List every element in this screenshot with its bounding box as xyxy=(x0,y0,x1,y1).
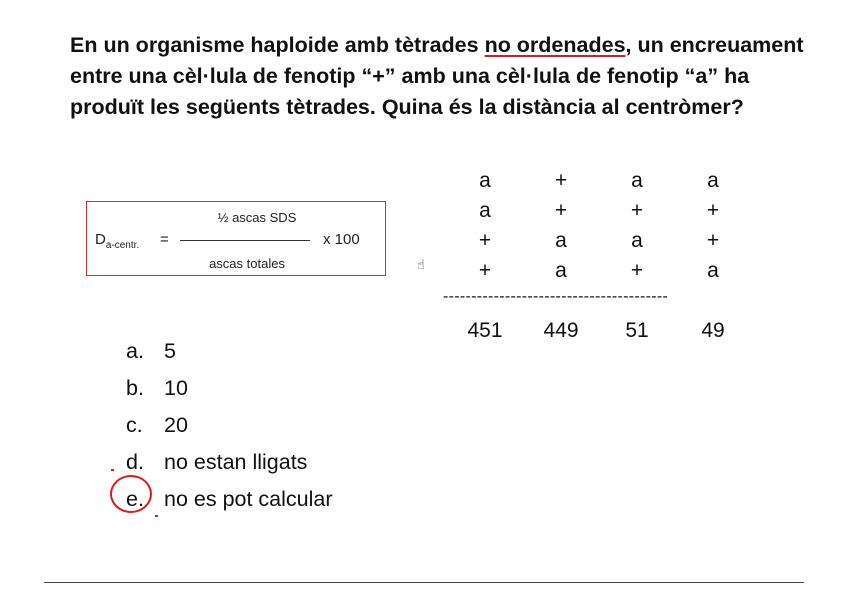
tetrad-cell: a xyxy=(707,259,719,282)
question-text xyxy=(70,30,810,123)
tetrad-cell: a xyxy=(631,229,643,252)
tetrad-cell: + xyxy=(706,229,720,252)
tetrad-separator: ---------------------------------------- xyxy=(443,288,669,305)
option-letter: e. xyxy=(126,487,144,511)
tetrad-count: 449 xyxy=(543,319,579,342)
option-letter: c. xyxy=(126,413,143,437)
tetrad-cell: + xyxy=(554,199,568,222)
formula-equals: = xyxy=(160,231,169,248)
formula-multiplier: x 100 xyxy=(323,231,360,248)
answer-circle-mark xyxy=(110,475,152,513)
tetrad-cell: a xyxy=(555,229,567,252)
question-part-1: En un organisme haploide amb tètrades xyxy=(70,33,485,57)
option-text: no estan lligats xyxy=(164,450,308,474)
tetrad-count: 451 xyxy=(467,319,503,342)
tetrad-cell: a xyxy=(707,169,719,192)
formula-numerator: ½ ascas SDS xyxy=(217,210,297,225)
tetrad-count: 51 xyxy=(625,319,649,342)
option-text: 20 xyxy=(164,413,188,437)
option-letter: d. xyxy=(126,450,144,474)
tetrad-cell: + xyxy=(630,259,644,282)
tetrad-cell: + xyxy=(478,259,492,282)
question-part-2: , un encreuament entre una cèl·lula de fenotip “+” amb una cèl·lula de fenotip “a” ha produït les següents tètrades. Quina és la distància al centròmer? xyxy=(70,33,804,119)
distance-formula-box xyxy=(86,201,386,276)
option-text: 10 xyxy=(164,376,188,400)
question-underlined-phrase: no ordenades xyxy=(484,33,626,57)
tetrad-cell: + xyxy=(478,229,492,252)
option-text: no es pot calcular xyxy=(164,487,333,511)
footer-divider xyxy=(44,582,804,583)
annotation-dot xyxy=(111,469,114,471)
option-text: 5 xyxy=(164,339,176,363)
tetrad-cell: a xyxy=(479,199,491,222)
hand-cursor-icon: ☝ xyxy=(417,257,425,272)
formula-denominator: ascas totales xyxy=(209,256,285,271)
tetrad-count: 49 xyxy=(701,319,725,342)
tetrad-cell: + xyxy=(630,199,644,222)
tetrad-cell: + xyxy=(554,169,568,192)
formula-subscript: a-centr. xyxy=(105,240,140,251)
formula-fraction-line xyxy=(180,240,310,241)
tetrad-cell: a xyxy=(631,169,643,192)
option-letter: a. xyxy=(126,339,144,363)
tetrad-cell: a xyxy=(479,169,491,192)
tetrad-cell: a xyxy=(555,259,567,282)
tetrad-cell: + xyxy=(706,199,720,222)
annotation-dot xyxy=(155,515,158,517)
option-letter: b. xyxy=(126,376,144,400)
formula-variable: $D_{a-centr.}$ xyxy=(95,231,140,251)
